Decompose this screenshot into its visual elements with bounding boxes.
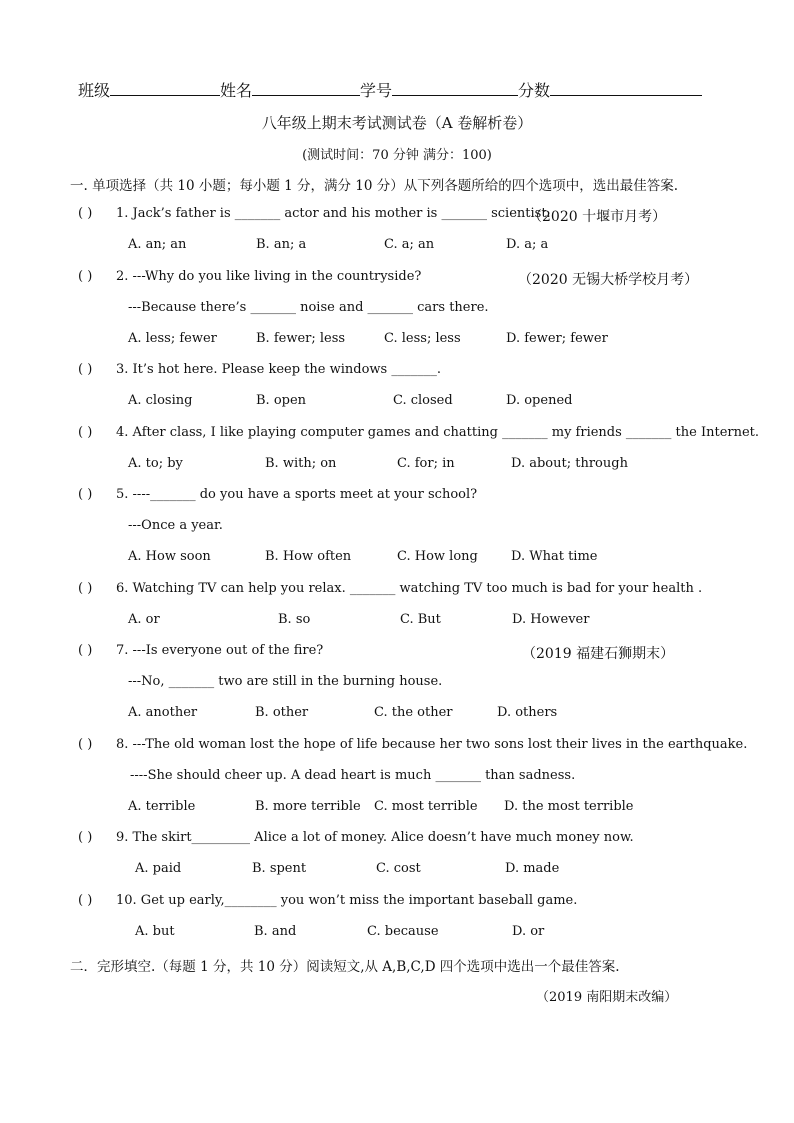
option-a: A. How soon: [128, 549, 211, 564]
question-stem: 1. Jack’s father is _______ actor and his mother is _______ scientist.: [116, 206, 551, 221]
question-2: [78, 269, 699, 288]
answer-paren[interactable]: ( ): [78, 643, 93, 658]
option-a: A. an; an: [128, 237, 187, 252]
answer-paren[interactable]: ( ): [78, 487, 93, 502]
question-stem: 9. The skirt_________ Alice a lot of money. Alice doesn’t have much money now.: [116, 830, 634, 845]
answer-paren[interactable]: ( ): [78, 362, 93, 377]
option-d: D. or: [512, 924, 545, 939]
question-source: （2020 十堰市月考）: [528, 209, 667, 225]
option-b: B. How often: [265, 549, 352, 564]
class-label: 班级: [78, 81, 111, 100]
option-c: C. because: [367, 924, 439, 939]
section-2-source: （2019 南阳期末改编）: [536, 990, 678, 1005]
question-stem: 2. ---Why do you like living in the countryside?: [116, 269, 422, 284]
option-b: B. with; on: [265, 456, 337, 471]
id-blank[interactable]: [392, 81, 518, 96]
section-2-heading: 二．完形填空.（每题 1 分，共 10 分）阅读短文,从 A,B,C,D 四个选项中选出一个最佳答案.: [70, 959, 620, 975]
question-3: [78, 362, 441, 377]
option-d: D. opened: [506, 393, 573, 408]
question-stem: 4. After class, I like playing computer games and chatting _______ my friends _______ the Internet.: [116, 425, 760, 440]
option-d: D. a; a: [506, 237, 549, 252]
question-stem: 10. Get up early,________ you won’t miss the important baseball game.: [116, 893, 578, 908]
option-c: C. How long: [397, 549, 478, 564]
question-stem: 5. ----_______ do you have a sports meet at your school?: [116, 487, 478, 502]
question-source: （2019 福建石狮期末）: [522, 646, 675, 662]
option-c: C. cost: [376, 861, 421, 876]
option-c: C. most terrible: [374, 799, 478, 814]
option-d: D. the most terrible: [504, 799, 634, 814]
question-5: [78, 487, 478, 502]
question-7-line-2: ---No, _______ two are still in the burning house.: [128, 674, 443, 689]
option-b: B. and: [254, 924, 297, 939]
name-label: 姓名: [220, 81, 253, 100]
exam-title: 八年级上期末考试测试卷（A 卷解析卷）: [261, 114, 533, 132]
option-a: A. but: [135, 924, 175, 939]
id-label: 学号: [360, 81, 393, 100]
option-b: B. open: [256, 393, 307, 408]
question-5-line-2: ---Once a year.: [128, 518, 223, 533]
option-c: C. But: [400, 612, 441, 627]
question-stem: 6. Watching TV can help you relax. _______ watching TV too much is bad for your health .: [116, 581, 703, 596]
question-8-line-2: ----She should cheer up. A dead heart is much _______ than sadness.: [130, 768, 576, 783]
option-b: B. spent: [252, 861, 307, 876]
question-4: [78, 425, 760, 440]
question-6: [78, 581, 703, 596]
option-d: D. What time: [511, 549, 598, 564]
score-blank[interactable]: [550, 81, 702, 96]
answer-paren[interactable]: ( ): [78, 581, 93, 596]
answer-paren[interactable]: ( ): [78, 206, 93, 221]
option-a: A. less; fewer: [128, 331, 217, 346]
option-b: B. fewer; less: [256, 331, 346, 346]
question-stem: 8. ---The old woman lost the hope of life because her two sons lost their lives in the earthquake.: [116, 737, 748, 752]
option-d: D. However: [512, 612, 590, 627]
exam-subtitle: (测试时间：70 分钟 满分：100): [302, 148, 492, 163]
option-b: B. other: [255, 705, 309, 720]
option-a: A. to; by: [128, 456, 183, 471]
option-d: D. fewer; fewer: [506, 331, 608, 346]
option-b: B. more terrible: [255, 799, 361, 814]
option-a: A. closing: [128, 393, 193, 408]
option-c: C. less; less: [384, 331, 461, 346]
option-c: C. the other: [374, 705, 453, 720]
option-b: B. so: [278, 612, 311, 627]
question-1: [78, 206, 667, 225]
option-b: B. an; a: [256, 237, 307, 252]
option-a: A. paid: [135, 861, 182, 876]
option-d: D. made: [505, 861, 560, 876]
question-8: [78, 737, 748, 752]
question-stem: 7. ---Is everyone out of the fire?: [116, 643, 324, 658]
answer-paren[interactable]: ( ): [78, 425, 93, 440]
answer-paren[interactable]: ( ): [78, 737, 93, 752]
class-blank[interactable]: [110, 81, 220, 96]
student-info-header: [78, 78, 702, 101]
option-d: D. others: [497, 705, 558, 720]
answer-paren[interactable]: ( ): [78, 269, 93, 284]
option-c: C. a; an: [384, 237, 435, 252]
name-blank[interactable]: [252, 81, 360, 96]
answer-paren[interactable]: ( ): [78, 893, 93, 908]
question-10: [78, 893, 578, 908]
section-1-heading: 一. 单项选择（共 10 小题；每小题 1 分，满分 10 分）从下列各题所给的四个选项中，选出最佳答案.: [70, 178, 679, 194]
score-label: 分数: [518, 81, 551, 100]
question-stem: 3. It’s hot here. Please keep the windows _______.: [116, 362, 441, 377]
option-a: A. or: [128, 612, 160, 627]
option-d: D. about; through: [511, 456, 628, 471]
option-a: A. terrible: [128, 799, 196, 814]
option-c: C. for; in: [397, 456, 455, 471]
question-source: （2020 无锡大桥学校月考）: [518, 272, 699, 288]
question-9: [78, 830, 634, 845]
option-a: A. another: [128, 705, 198, 720]
question-2-line-2: ---Because there’s _______ noise and _______ cars there.: [128, 300, 489, 315]
answer-paren[interactable]: ( ): [78, 830, 93, 845]
question-7: [78, 643, 675, 662]
option-c: C. closed: [393, 393, 453, 408]
